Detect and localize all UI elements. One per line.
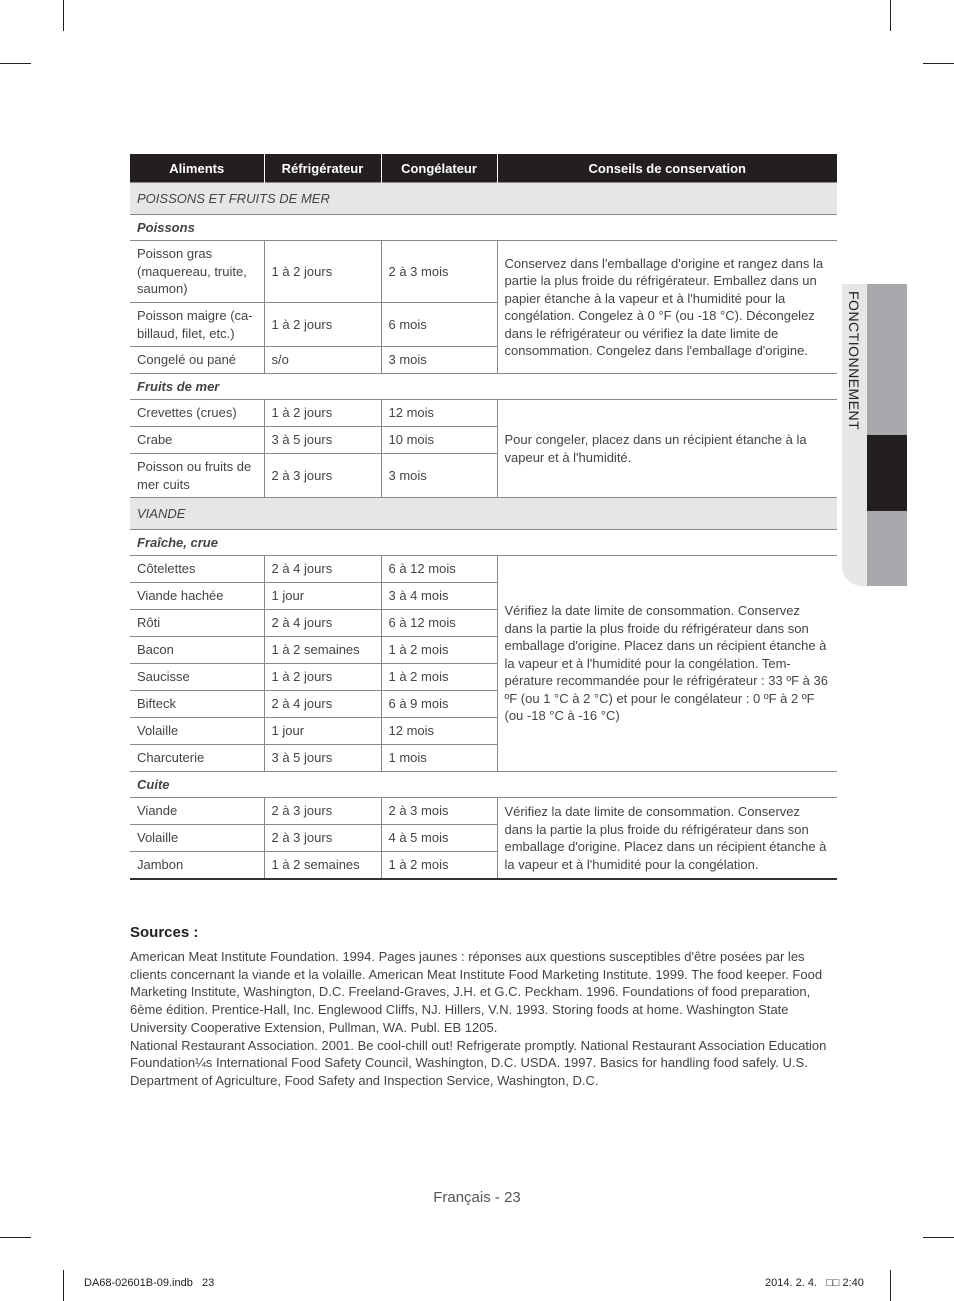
table-row <box>130 241 837 303</box>
subsection-row <box>130 374 837 400</box>
fridge-cell: 2 à 4 jours <box>264 610 381 637</box>
side-tab-active-marker <box>867 435 907 511</box>
crop-mark <box>63 0 64 31</box>
freezer-cell: 6 mois <box>381 303 497 347</box>
section-title-fish: POISSONS ET FRUITS DE MER <box>130 183 837 215</box>
food-cell: Volaille <box>130 718 264 745</box>
crop-mark <box>923 63 954 64</box>
freezer-cell: 12 mois <box>381 400 497 427</box>
food-cell: Saucisse <box>130 664 264 691</box>
freezer-cell: 3 mois <box>381 347 497 374</box>
side-tab-label: FONCTIONNEMENT <box>846 291 862 431</box>
food-cell: Bacon <box>130 637 264 664</box>
freezer-cell: 1 à 2 mois <box>381 637 497 664</box>
fridge-cell: 2 à 3 jours <box>264 825 381 852</box>
print-file-info: DA68-02601B-09.indb 23 <box>84 1277 215 1289</box>
table-row <box>130 798 837 825</box>
food-cell: Charcuterie <box>130 745 264 772</box>
fridge-cell: 1 jour <box>264 583 381 610</box>
crop-mark <box>890 1270 891 1301</box>
table-row <box>130 400 837 427</box>
table-row <box>130 556 837 583</box>
tip-cell: Conservez dans l'emballage d'origine et rangez dans la partie la plus froide du réfrigérateur. Emballez dans un papier étanche à la vapeur et à l'humidité pour la congélation. Congelez à 0 °F (ou -18 °C). Décongelez dans le réfrigérateur ou vérifiez la date limite de consommation. Congelez dans l'emballage d'origine. <box>497 241 837 374</box>
sources-title: Sources : <box>130 924 199 941</box>
section-row <box>130 498 837 530</box>
subsection-title-poissons: Poissons <box>130 215 837 241</box>
section-row <box>130 183 837 215</box>
freezer-cell: 1 à 2 mois <box>381 664 497 691</box>
food-cell: Crabe <box>130 427 264 454</box>
freezer-cell: 6 à 9 mois <box>381 691 497 718</box>
fridge-cell: 2 à 4 jours <box>264 691 381 718</box>
fridge-cell: 3 à 5 jours <box>264 427 381 454</box>
table-header-row <box>130 154 837 183</box>
fridge-cell: 2 à 4 jours <box>264 556 381 583</box>
fridge-cell: 1 à 2 semaines <box>264 852 381 880</box>
subsection-row <box>130 215 837 241</box>
tip-cell: Vérifiez la date limite de consommation. Conservez dans la partie la plus froide du réfrigérateur dans son emballage d'origine. Placez dans un récipient étanche à la vapeur et à l'humidité pour la congélation. Température recommandée pour le réfrigérateur : 33 ºF à 36 ºF (ou 1 °C à 2 °C) et pour le congélateur : 0 ºF à 2 ºF (ou -18 °C à -16 °C) <box>497 556 837 772</box>
fridge-cell: 1 jour <box>264 718 381 745</box>
fridge-cell: 1 à 2 jours <box>264 241 381 303</box>
subsection-title-fruits-de-mer: Fruits de mer <box>130 374 837 400</box>
crop-mark <box>63 1270 64 1301</box>
food-cell: Bifteck <box>130 691 264 718</box>
freezer-cell: 3 à 4 mois <box>381 583 497 610</box>
food-cell: Poisson gras (maquereau, truite, saumon) <box>130 241 264 303</box>
freezer-cell: 12 mois <box>381 718 497 745</box>
freezer-cell: 1 mois <box>381 745 497 772</box>
crop-mark <box>0 1237 31 1238</box>
freezer-cell: 6 à 12 mois <box>381 556 497 583</box>
food-cell: Rôti <box>130 610 264 637</box>
crop-mark <box>923 1237 954 1238</box>
section-title-meat: VIANDE <box>130 498 837 530</box>
food-cell: Poisson maigre (cabillaud, filet, etc.) <box>130 303 264 347</box>
freezer-cell: 10 mois <box>381 427 497 454</box>
food-cell: Côtelettes <box>130 556 264 583</box>
header-aliments: Aliments <box>130 154 264 183</box>
sources-paragraph: National Restaurant Association. 2001. Be cool-chill out! Refrigerate promptly. National Restaurant Association Education Foundation¼s International Food Safety Council, Washington, D.C. USDA. 1997. Basics for handling food safely. U.S. Department of Agriculture, Food Safety and Inspection Service, Washington, D.C. <box>130 1037 827 1088</box>
fridge-cell: 1 à 2 jours <box>264 400 381 427</box>
food-cell: Poisson ou fruits de mer cuits <box>130 454 264 498</box>
fridge-cell: 2 à 3 jours <box>264 454 381 498</box>
subsection-row <box>130 530 837 556</box>
freezer-cell: 2 à 3 mois <box>381 241 497 303</box>
freezer-cell: 3 mois <box>381 454 497 498</box>
header-conseils: Conseils de conservation <box>497 154 837 183</box>
fridge-cell: 2 à 3 jours <box>264 798 381 825</box>
page-number: Français - 23 <box>433 1189 521 1206</box>
food-cell: Jambon <box>130 852 264 880</box>
fridge-cell: 1 à 2 jours <box>264 664 381 691</box>
print-date-info: 2014. 2. 4. □□ 2:40 <box>765 1277 864 1289</box>
fridge-cell: 1 à 2 semaines <box>264 637 381 664</box>
freezer-cell: 1 à 2 mois <box>381 852 497 880</box>
sources-text <box>130 948 830 1090</box>
freezer-cell: 6 à 12 mois <box>381 610 497 637</box>
tip-cell: Vérifiez la date limite de consommation. Conservez dans la partie la plus froide du réfrigérateur dans son emballage d'origine. Placez dans un récipient étanche à la vapeur et à l'humidité pour la congélation. <box>497 798 837 880</box>
subsection-row <box>130 772 837 798</box>
food-cell: Volaille <box>130 825 264 852</box>
food-cell: Viande hachée <box>130 583 264 610</box>
food-storage-table <box>130 154 837 880</box>
header-refrigerateur: Réfrigérateur <box>264 154 381 183</box>
subsection-title-fraiche: Fraîche, crue <box>130 530 837 556</box>
freezer-cell: 4 à 5 mois <box>381 825 497 852</box>
crop-mark <box>0 63 31 64</box>
crop-mark <box>890 0 891 31</box>
fridge-cell: 3 à 5 jours <box>264 745 381 772</box>
food-cell: Crevettes (crues) <box>130 400 264 427</box>
fridge-cell: s/o <box>264 347 381 374</box>
tip-cell: Pour congeler, placez dans un récipient étanche à la vapeur et à l'humidité. <box>497 400 837 498</box>
sources-paragraph: American Meat Institute Foundation. 1994. Pages jaunes : réponses aux questions susceptibles d'être posées par les clients concernant la viande et la volaille. American Meat Institute Food Marketing Institute. 1999. The food keeper. Food Marketing Institute, Washington, D.C. Freeland-Graves, J.H. et G.C. Peckham. 1996. Foundations of food preparation, 6ème édition. Prentice-Hall, Inc. Englewood Cliffs, NJ. Hillers, V.N. 1993. Storing foods at home. Washington State University Cooperative Extension, Pullman, WA. Publ. EB 1205. <box>130 949 823 1035</box>
freezer-cell: 2 à 3 mois <box>381 798 497 825</box>
food-cell: Congelé ou pané <box>130 347 264 374</box>
food-cell: Viande <box>130 798 264 825</box>
subsection-title-cuite: Cuite <box>130 772 837 798</box>
fridge-cell: 1 à 2 jours <box>264 303 381 347</box>
header-congelateur: Congélateur <box>381 154 497 183</box>
